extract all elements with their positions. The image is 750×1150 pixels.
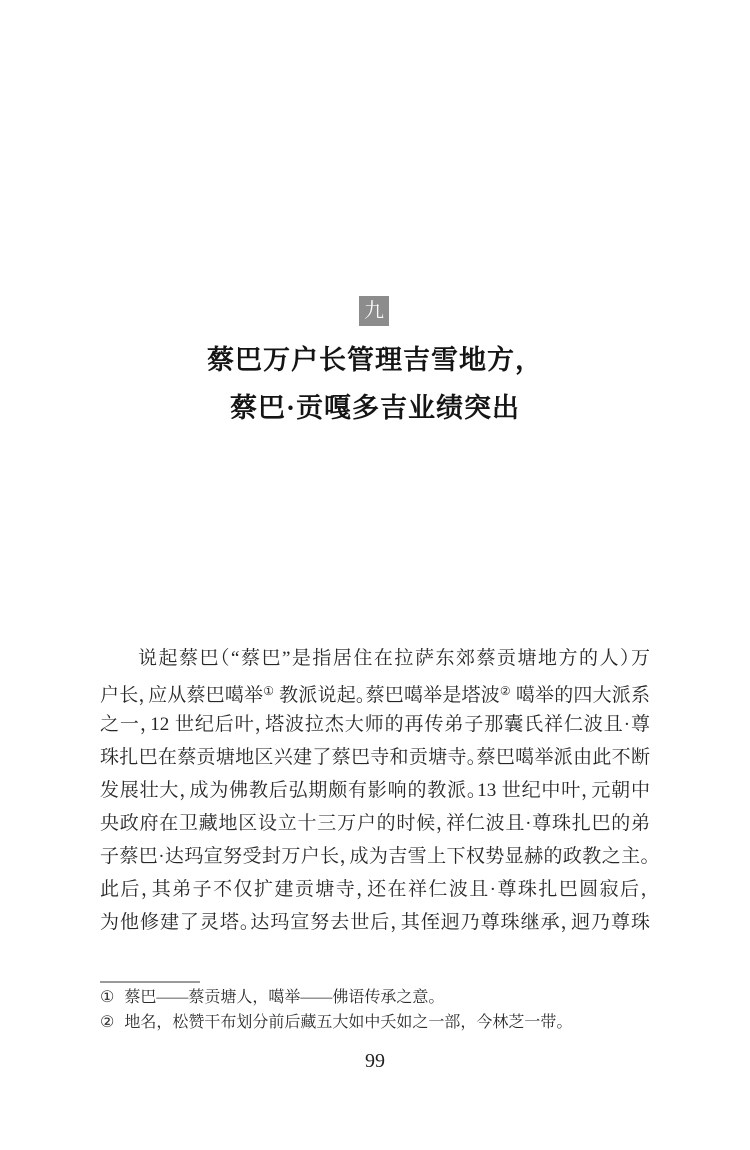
body-line-text: 为他修建了灵塔。达玛宣努去世后，其侄迥乃尊珠继承，迥乃尊珠 — [100, 912, 650, 933]
body-line-text: 说起蔡巴（“蔡巴”是指居住在拉萨东郊蔡贡塘地方的人）万 — [138, 648, 650, 669]
body-line — [100, 708, 650, 741]
body-line — [100, 807, 650, 840]
body-line — [100, 840, 650, 873]
footnote-ref-1: ① — [263, 684, 275, 698]
body-line-text: 之一，12 世纪后叶，塔波拉杰大师的再传弟子那囊氏祥仁波且·尊 — [100, 714, 650, 735]
chapter-number: 九 — [364, 300, 384, 322]
footnote-2-text: 地名，松赞干布划分前后藏五大如中夭如之一部，今林芝一带。 — [124, 1014, 573, 1031]
page-number: 99 — [365, 1050, 385, 1072]
chapter-title-line-1: 蔡巴万户长管理吉雪地方， — [207, 345, 543, 375]
footnote-divider — [100, 981, 200, 983]
footnotes — [100, 985, 660, 1035]
chapter-number-badge — [359, 296, 389, 326]
body-line — [100, 906, 650, 939]
footnote-1-text: 蔡巴——蔡贡塘人，噶举——佛语传承之意。 — [124, 989, 445, 1006]
body-line-text: 户长，应从蔡巴噶举 — [100, 685, 264, 706]
body-line — [100, 873, 650, 906]
footnote-2 — [100, 1010, 660, 1035]
footnote-1-marker: ① — [100, 989, 115, 1006]
chapter-title-line-2: 蔡巴·贡嘎多吉业绩突出 — [229, 393, 520, 423]
body-line — [100, 741, 650, 774]
body-line — [100, 642, 650, 675]
body-text — [100, 642, 650, 939]
chapter-title — [0, 336, 750, 432]
body-line — [100, 675, 650, 708]
body-line-text: 教派说起。蔡巴噶举是塔波 — [274, 685, 500, 706]
body-line-text: 子蔡巴·达玛宣努受封万户长，成为吉雪上下权势显赫的政教之主。 — [100, 846, 650, 867]
body-line-text: 央政府在卫藏地区设立十三万户的时候，祥仁波且·尊珠扎巴的弟 — [100, 813, 650, 834]
body-line-text: 发展壮大，成为佛教后弘期颇有影响的教派。13 世纪中叶，元朝中 — [100, 780, 650, 801]
footnote-2-marker: ② — [100, 1014, 115, 1031]
body-line-text: 噶举的四大派系 — [510, 685, 650, 706]
body-line-text: 此后，其弟子不仅扩建贡塘寺，还在祥仁波且·尊珠扎巴圆寂后， — [100, 879, 650, 900]
body-line-text: 珠扎巴在蔡贡塘地区兴建了蔡巴寺和贡塘寺。蔡巴噶举派由此不断 — [100, 747, 650, 768]
footnote-1 — [100, 985, 660, 1010]
footnote-ref-2: ② — [499, 684, 511, 698]
body-line — [100, 774, 650, 807]
